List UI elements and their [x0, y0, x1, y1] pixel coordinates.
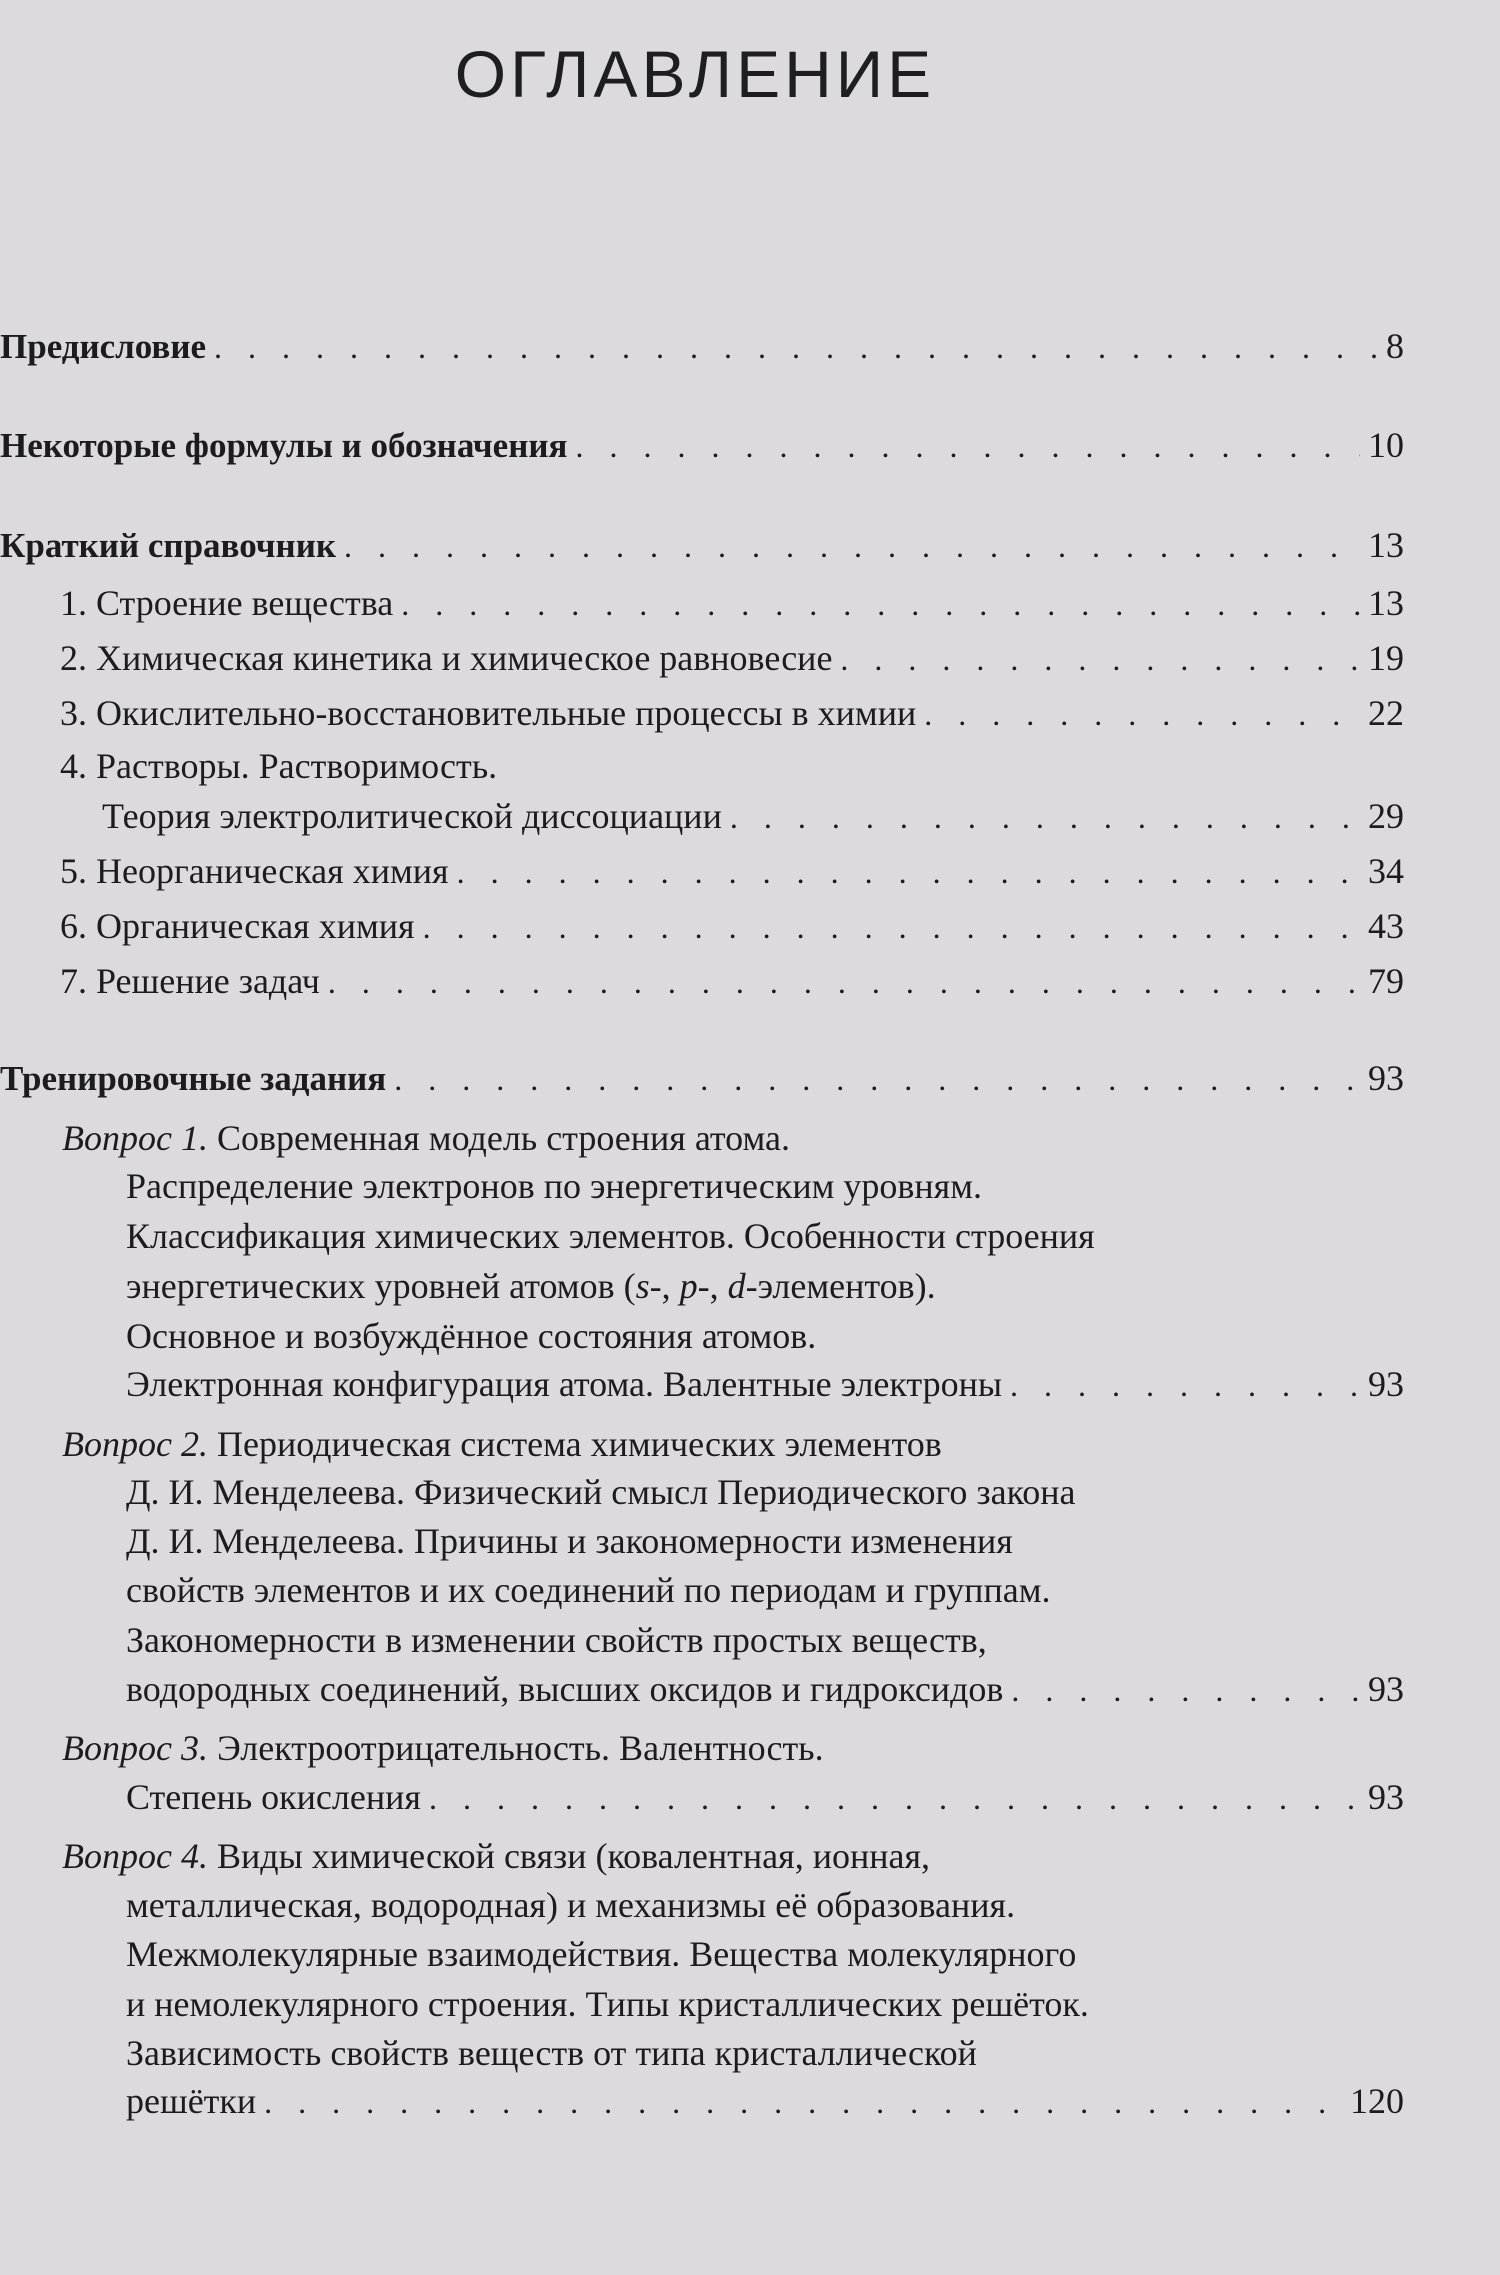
dot-leader	[575, 430, 1360, 462]
question-4-line3: Межмолекулярные взаимодействия. Вещества молекулярного	[126, 1934, 1077, 1974]
entry-label: 7. Решение задач	[60, 961, 320, 1001]
question-2-line2: Д. И. Менделеева. Физический смысл Периодического закона	[126, 1472, 1076, 1512]
question-4-line2: металлическая, водородная) и механизмы её образования.	[126, 1885, 1016, 1925]
toc-entry-question-3[interactable]	[126, 1779, 1404, 1815]
entry-label: 3. Окислительно-восстановительные процессы в химии	[60, 693, 917, 733]
page-number: 43	[1368, 906, 1404, 946]
page-number: 120	[1350, 2081, 1404, 2121]
line-text: -,	[649, 1266, 680, 1306]
page-number: 8	[1386, 326, 1404, 366]
question-1-line5: Основное и возбуждённое состояния атомов.	[126, 1316, 817, 1356]
entry-label: Электронная конфигурация атома. Валентные электроны	[126, 1364, 1003, 1404]
page-number: 93	[1368, 1364, 1404, 1404]
question-2-line5: Закономерности в изменении свойств простых веществ,	[126, 1620, 987, 1660]
page-number: 93	[1368, 1777, 1404, 1817]
question-1-title: Современная модель строения атома.	[207, 1118, 790, 1158]
question-2-line1	[62, 1426, 942, 1462]
symbol-d: d	[727, 1266, 746, 1306]
toc-entry-preface[interactable]	[0, 328, 1404, 364]
page-number: 93	[1368, 1058, 1404, 1098]
page-number: 93	[1368, 1669, 1404, 1709]
toc-entry-handbook[interactable]	[0, 527, 1404, 563]
toc-entry-section-7[interactable]	[60, 963, 1404, 999]
question-4-line1	[62, 1838, 930, 1874]
dot-leader	[1011, 1674, 1360, 1706]
question-3-prefix: Вопрос 3.	[62, 1728, 208, 1768]
entry-label: Некоторые формулы и обозначения	[0, 426, 568, 465]
question-4-prefix: Вопрос 4.	[62, 1836, 208, 1876]
entry-label: Тренировочные задания	[0, 1059, 387, 1098]
entry-label: 2. Химическая кинетика и химическое равновесие	[60, 638, 833, 678]
page-number: 13	[1368, 525, 1404, 565]
toc-entry-section-6[interactable]	[60, 908, 1404, 944]
toc-entry-question-4[interactable]	[126, 2083, 1404, 2119]
page-number: 10	[1368, 425, 1404, 465]
toc-entry-section-5[interactable]	[60, 853, 1404, 889]
question-1-line2: Распределение электронов по энергетическим уровням.	[126, 1166, 983, 1206]
question-4-title: Виды химической связи (ковалентная, ионная,	[207, 1836, 931, 1876]
question-2-prefix: Вопрос 2.	[62, 1424, 208, 1464]
toc-entry-section-2[interactable]	[60, 640, 1404, 676]
toc-entry-section-4[interactable]	[102, 798, 1404, 834]
symbol-p: p	[679, 1266, 698, 1306]
dot-leader	[924, 698, 1360, 730]
page-number: 22	[1368, 693, 1404, 733]
dot-leader	[344, 530, 1360, 562]
line-text: -,	[697, 1266, 728, 1306]
dot-leader	[1010, 1369, 1360, 1401]
toc-entry-training[interactable]	[0, 1060, 1404, 1096]
question-4-line4: и немолекулярного строения. Типы кристаллических решёток.	[126, 1984, 1089, 2024]
line-text: -элементов).	[745, 1266, 936, 1306]
page-title: ОГЛАВЛЕНИЕ	[454, 37, 936, 111]
dot-leader	[730, 801, 1360, 833]
toc-entry-formulas[interactable]	[0, 427, 1404, 463]
dot-leader	[429, 1782, 1360, 1814]
dot-leader	[394, 1063, 1360, 1095]
dot-leader	[840, 643, 1360, 675]
page-number: 79	[1368, 961, 1404, 1001]
question-1-line3: Классификация химических элементов. Особенности строения	[126, 1216, 1095, 1256]
page-number: 19	[1368, 638, 1404, 678]
entry-label: водородных соединений, высших оксидов и гидроксидов	[126, 1669, 1004, 1709]
question-3-line1	[62, 1730, 824, 1766]
dot-leader	[328, 966, 1360, 998]
question-1-line4	[126, 1268, 936, 1304]
question-2-line3: Д. И. Менделеева. Причины и закономерности изменения	[126, 1521, 1013, 1561]
dot-leader	[457, 856, 1360, 888]
dot-leader	[264, 2086, 1342, 2118]
entry-label: 1. Строение вещества	[60, 583, 394, 623]
page-number: 13	[1368, 583, 1404, 623]
toc-entry-section-1[interactable]	[60, 585, 1404, 621]
dot-leader	[423, 911, 1360, 943]
toc-entry-question-1[interactable]	[126, 1366, 1404, 1402]
question-2-line4: свойств элементов и их соединений по периодам и группам.	[126, 1570, 1051, 1610]
entry-label: Теория электролитической диссоциации	[102, 796, 722, 836]
question-3-title: Электроотрицательность. Валентность.	[207, 1728, 824, 1768]
toc-entry-section-4-line1: 4. Растворы. Растворимость.	[60, 746, 498, 786]
line-text: энергетических уровней атомов (	[126, 1266, 636, 1306]
entry-label: Степень окисления	[126, 1777, 421, 1817]
entry-label: Краткий справочник	[0, 526, 337, 565]
symbol-s: s	[635, 1266, 650, 1306]
question-1-prefix: Вопрос 1.	[62, 1118, 208, 1158]
page-number: 34	[1368, 851, 1404, 891]
question-2-title: Периодическая система химических элементов	[207, 1424, 942, 1464]
question-1-line1	[62, 1120, 790, 1156]
entry-label: Предисловие	[0, 327, 207, 366]
dot-leader	[214, 331, 1378, 363]
entry-label: 5. Неорганическая химия	[60, 851, 449, 891]
question-4-line5: Зависимость свойств веществ от типа кристаллической	[126, 2033, 977, 2073]
entry-label: решётки	[126, 2081, 257, 2121]
entry-label: 6. Органическая химия	[60, 906, 415, 946]
page-number: 29	[1368, 796, 1404, 836]
dot-leader	[401, 588, 1360, 620]
toc-entry-section-3[interactable]	[60, 695, 1404, 731]
toc-entry-question-2[interactable]	[126, 1671, 1404, 1707]
